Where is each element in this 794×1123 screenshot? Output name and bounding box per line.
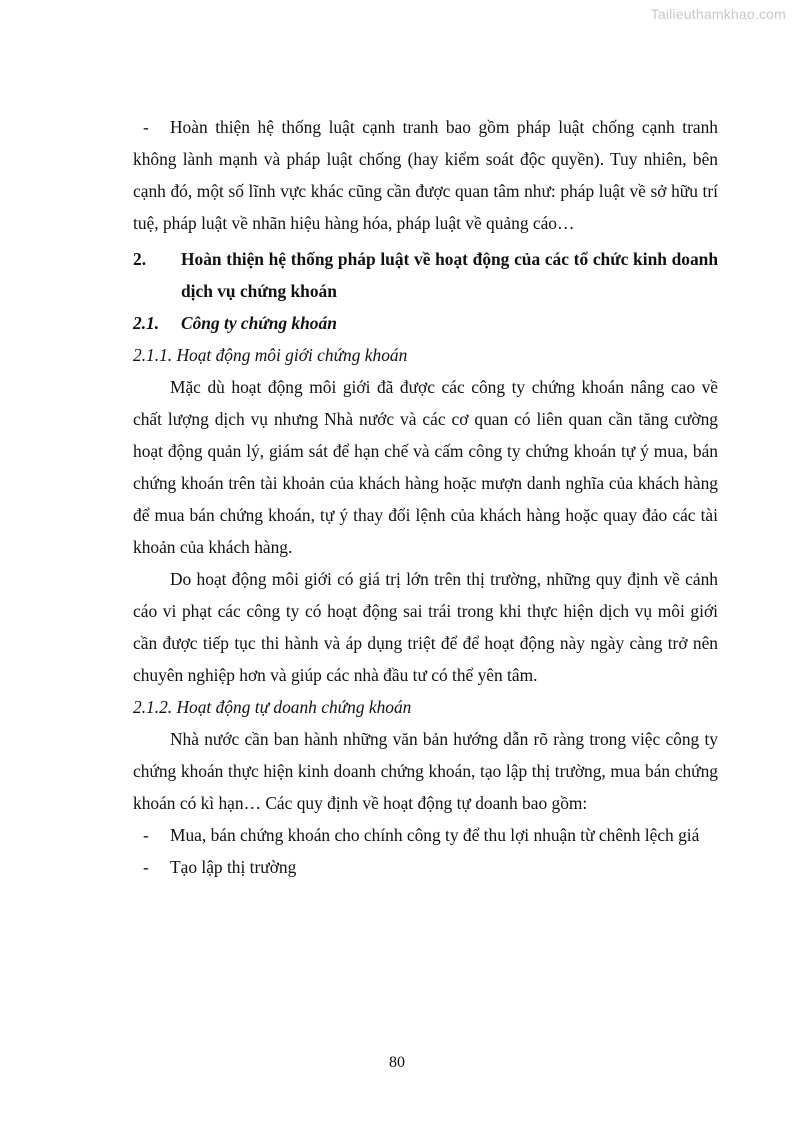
list-item bbox=[133, 851, 718, 883]
bullet-text: Tạo lập thị trường bbox=[170, 857, 297, 877]
bullet-dash: - bbox=[143, 117, 149, 137]
section-title: Hoàn thiện hệ thống pháp luật về hoạt động của các tổ chức kinh doanh dịch vụ chứng khoán bbox=[181, 249, 718, 301]
page-number: 80 bbox=[389, 1054, 405, 1071]
section-heading-2-1-2: 2.1.2. Hoạt động tự doanh chứng khoán bbox=[133, 697, 412, 717]
section-heading-2-1 bbox=[133, 307, 718, 339]
list-item bbox=[133, 819, 718, 851]
intro-bullet bbox=[133, 111, 718, 239]
bullet-dash: - bbox=[143, 857, 149, 877]
paragraph: Mặc dù hoạt động môi giới đã được các công ty chứng khoán nâng cao về chất lượng dịch vụ nhưng Nhà nước và các cơ quan có liên quan cần tăng cường hoạt động quản lý, giám sát để hạn chế và cấm công ty chứng khoán tự ý mua, bán chứng khoán trên tài khoản của khách hàng hoặc mượn danh nghĩa của khách hàng để mua bán chứng khoán, tự ý thay đổi lệnh của khách hàng hoặc quay đảo các tài khoản của khách hàng. bbox=[133, 377, 718, 557]
paragraph: Nhà nước cần ban hành những văn bản hướng dẫn rõ ràng trong việc công ty chứng khoán thực hiện kinh doanh chứng khoán, tạo lập thị trường, mua bán chứng khoán có kì hạn… Các quy định về hoạt động tự doanh bao gồm: bbox=[133, 729, 718, 813]
bullet-dash: - bbox=[143, 825, 149, 845]
section-heading-2-1-1: 2.1.1. Hoạt động môi giới chứng khoán bbox=[133, 345, 408, 365]
section-number: 2.1. bbox=[133, 313, 160, 333]
bullet-text: Mua, bán chứng khoán cho chính công ty để thu lợi nhuận từ chênh lệch giá bbox=[170, 825, 700, 845]
document-page bbox=[133, 111, 718, 883]
section-heading-2 bbox=[133, 243, 718, 307]
section-number: 2. bbox=[133, 249, 147, 269]
section-title: Công ty chứng khoán bbox=[181, 313, 337, 333]
bullet-text: Hoàn thiện hệ thống luật cạnh tranh bao gồm pháp luật chống cạnh tranh không lành mạnh và pháp luật chống (hay kiểm soát độc quyền). Tuy nhiên, bên cạnh đó, một số lĩnh vực khác cũng cần được quan tâm như: pháp luật về sở hữu trí tuệ, pháp luật về nhãn hiệu hàng hóa, pháp luật về quảng cáo… bbox=[133, 117, 718, 233]
watermark: Tailieuthamkhao.com bbox=[650, 6, 786, 22]
paragraph: Do hoạt động môi giới có giá trị lớn trên thị trường, những quy định về cảnh cáo vi phạt các công ty có hoạt động sai trái trong khi thực hiện dịch vụ môi giới cần được tiếp tục thi hành và áp dụng triệt để để hoạt động này ngày càng trở nên chuyên nghiệp hơn và giúp các nhà đầu tư có thể yên tâm. bbox=[133, 569, 718, 685]
